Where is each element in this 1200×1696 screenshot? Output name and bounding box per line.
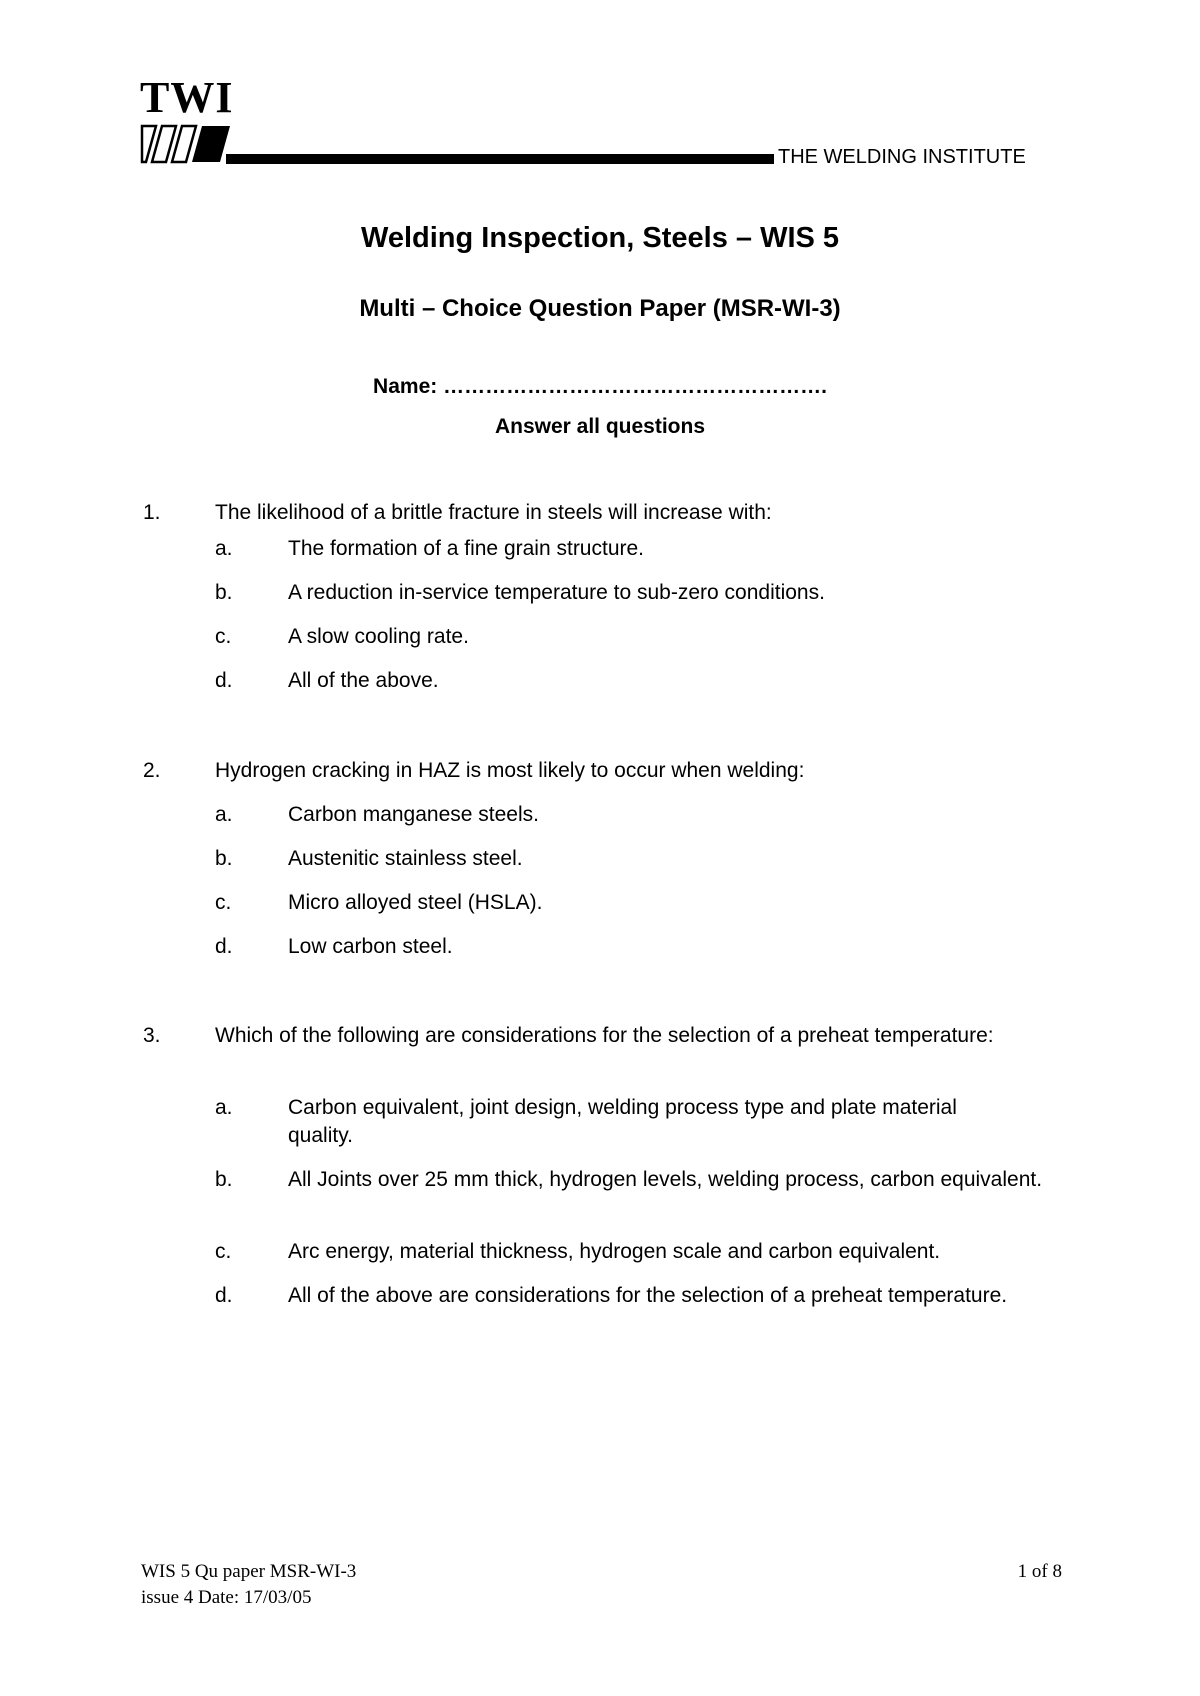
option-text: All of the above. [288,669,439,692]
option-text: A slow cooling rate. [288,625,469,648]
header-rule [226,154,774,164]
paper-subtitle: Multi – Choice Question Paper (MSR-WI-3) [359,295,841,322]
name-line [0,373,1200,401]
option-text: Low carbon steel. [288,935,453,958]
option-letter: a. [215,1096,233,1119]
question-number: 3. [143,1024,161,1047]
question-text: The likelihood of a brittle fracture in steels will increase with: [215,501,772,524]
question-text: Hydrogen cracking in HAZ is most likely to occur when welding: [215,759,805,782]
footer-issue: issue 4 Date: 17/03/05 [141,1587,312,1608]
option-letter: d. [215,1284,233,1307]
footer-page-number: 1 of 8 [1017,1561,1062,1582]
option-text: Austenitic stainless steel. [288,847,523,870]
option-letter: d. [215,669,233,692]
option-text: Carbon manganese steels. [288,803,539,826]
option-text: All Joints over 25 mm thick, hydrogen levels, welding process, carbon equivalent. [288,1168,1043,1191]
twi-logo-text: TWI [140,73,234,122]
paper-title: Welding Inspection, Steels – WIS 5 [360,222,840,254]
question-number: 1. [143,501,161,524]
option-letter: c. [215,891,232,914]
option-text: Arc energy, material thickness, hydrogen scale and carbon equivalent. [288,1240,941,1263]
option-text: Carbon equivalent, joint design, welding process type and plate material quality. [288,1096,957,1147]
option-letter: d. [215,935,233,958]
option-letter: a. [215,803,233,826]
footer-left [141,1559,356,1611]
question-text: Which of the following are considerations for the selection of a preheat temperature: [215,1024,994,1047]
option-text: Micro alloyed steel (HSLA). [288,891,543,914]
instruction: Answer all questions [494,415,706,438]
option-text: A reduction in-service temperature to sub-zero conditions. [288,581,825,604]
option-text: All of the above are considerations for the selection of a preheat temperature. [288,1284,1008,1307]
option-text: The formation of a fine grain structure. [288,537,645,560]
option-letter: c. [215,625,232,648]
option-letter: b. [215,847,233,870]
option-letter: b. [215,581,233,604]
name-label: Name: [373,375,438,398]
name-dots: ………………………………………………. [443,375,827,398]
institute-name: THE WELDING INSTITUTE [778,146,1026,168]
question-number: 2. [143,759,161,782]
option-letter: c. [215,1240,232,1263]
footer-doc-ref: WIS 5 Qu paper MSR-WI-3 [141,1561,357,1582]
option-letter: a. [215,537,233,560]
option-letter: b. [215,1168,233,1191]
twi-logo-stripes-icon [140,124,230,164]
